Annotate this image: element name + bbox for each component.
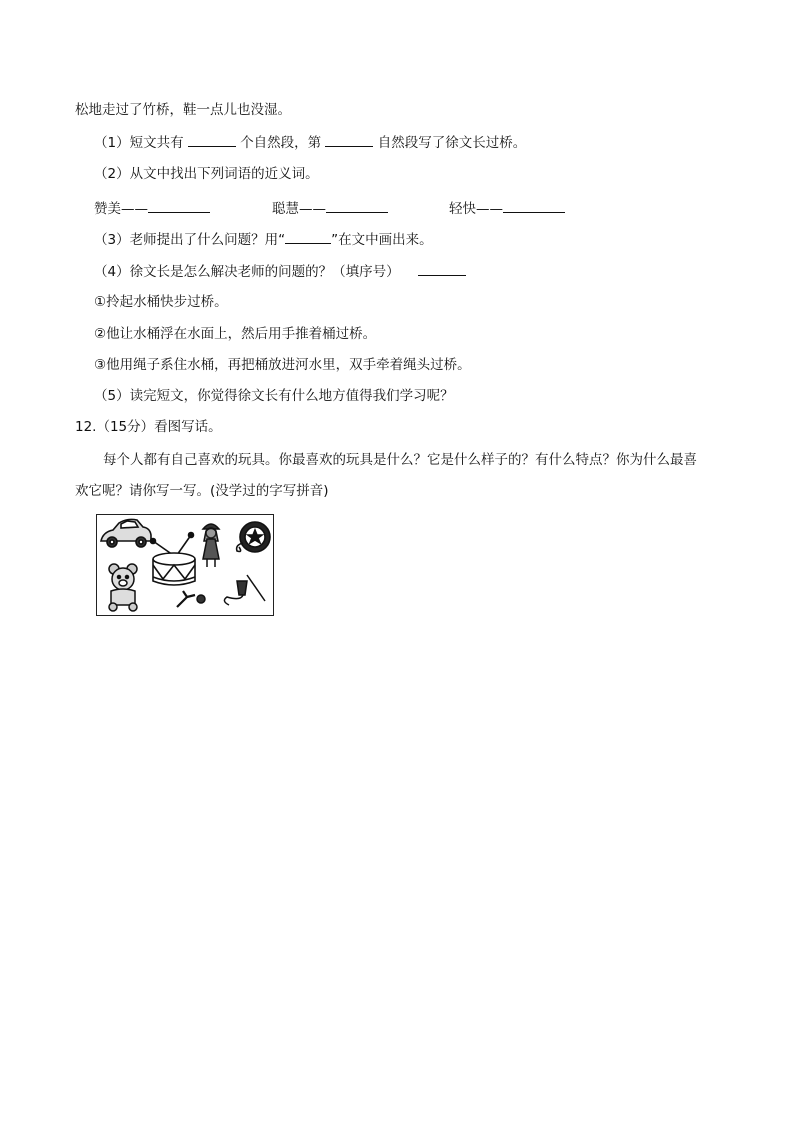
synonym-word-3: 轻快—— [449,201,503,217]
teddy-bear-icon [109,564,137,611]
question-1-text-c: 自然段写了徐文长过桥。 [377,135,527,151]
question-4-text: （4）徐文长是怎么解决老师的问题的？（填序号） [94,264,400,280]
car-icon [101,519,151,547]
question-1-text-b: 个自然段，第 [240,135,322,151]
slingshot-icon [177,591,205,607]
synonym-blank-2[interactable] [326,199,388,213]
synonym-item-1 [94,199,210,218]
writing-prompt-line-2: 欢它呢？请你写一写。(没学过的字写拼音) [75,483,329,499]
option-3: ③他用绳子系住水桶，再把桶放进河水里，双手牵着绳头过桥。 [94,357,471,373]
synonym-item-3 [449,199,565,218]
synonym-item-2 [272,199,388,218]
synonym-word-1: 赞美—— [94,201,148,217]
paragraph-count-blank[interactable] [188,133,236,147]
question-3 [94,230,433,249]
doll-icon [203,524,219,567]
passage-end-line: 松地走过了竹桥，鞋一点儿也没湿。 [75,102,291,118]
underline-symbol-blank [285,230,331,244]
drum-icon [151,533,196,586]
question-4-answer-blank[interactable] [418,262,466,276]
question-1 [94,133,526,152]
synonym-blank-3[interactable] [503,199,565,213]
option-1: ①拎起水桶快步过桥。 [94,294,228,310]
question-1-text-a: （1）短文共有 [94,135,184,151]
question-4 [94,262,466,281]
toys-picture [96,514,274,616]
paragraph-number-blank[interactable] [325,133,373,147]
synonym-blank-1[interactable] [148,199,210,213]
question-3-text-b: ”在文中画出来。 [331,232,433,248]
question-2: （2）从文中找出下列词语的近义词。 [94,166,319,182]
spinning-top-icon [224,575,265,605]
option-2: ②他让水桶浮在水面上，然后用手推着桶过桥。 [94,326,377,342]
question-3-text-a: （3）老师提出了什么问题？用“ [94,232,286,248]
writing-prompt-line-1: 每个人都有自己喜欢的玩具。你最喜欢的玩具是什么？它是什么样子的？有什么特点？你为什么最喜 [103,452,697,468]
question-5: （5）读完短文，你觉得徐文长有什么地方值得我们学习呢？ [94,388,454,404]
synonym-word-2: 聪慧—— [272,201,326,217]
question-12-heading: 12.（15分）看图写话。 [75,419,222,435]
yoyo-icon [237,522,270,552]
